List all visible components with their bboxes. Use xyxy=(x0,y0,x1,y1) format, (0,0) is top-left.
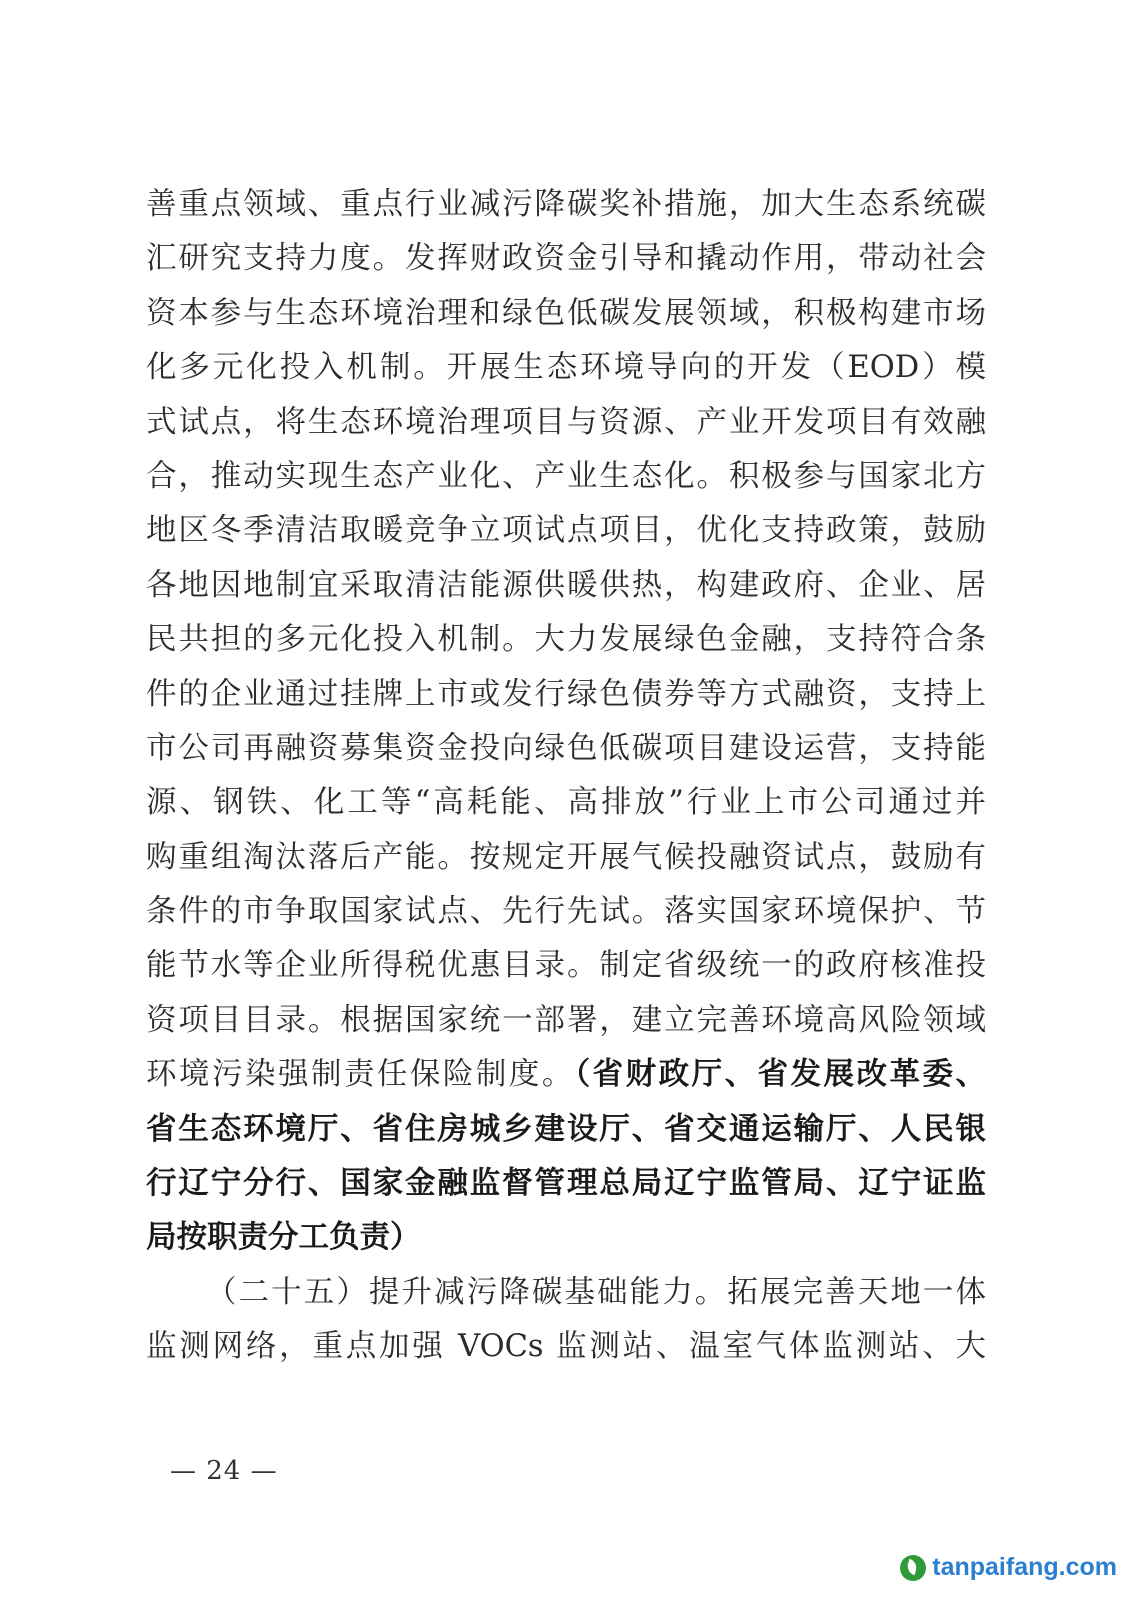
text-line xyxy=(146,1103,986,1157)
text-line-content: 善重点领域、重点行业减污降碳奖补措施，加大生态系统碳 xyxy=(146,187,986,222)
text-line-content: 源、钢铁、化工等“高耗能、高排放”行业上市公司通过并 xyxy=(146,785,986,821)
document-body xyxy=(146,178,986,1375)
text-line xyxy=(146,831,986,885)
text-line-content: 式试点，将生态环境治理项目与资源、产业开发项目有效融 xyxy=(146,404,986,440)
text-line-content: 行辽宁分行、国家金融监督管理总局辽宁监管局、辽宁证监 xyxy=(146,1166,986,1202)
text-line-content: 省生态环境厅、省住房城乡建设厅、省交通运输厅、人民银 xyxy=(146,1111,986,1147)
text-line-content: 条件的市争取国家试点、先行先试。落实国家环境保护、节 xyxy=(146,894,986,930)
text-line-content: 地区冬季清洁取暖竞争立项试点项目，优化支持政策，鼓励 xyxy=(146,513,986,549)
text-line-content: 局按职责分工负责） xyxy=(146,1220,421,1256)
text-line xyxy=(146,939,986,993)
text-line-content: （二十五）提升减污降碳基础能力。拓展完善天地一体 xyxy=(206,1274,986,1310)
text-line-content: 资本参与生态环境治理和绿色低碳发展领域，积极构建市场 xyxy=(146,295,986,331)
text-line-content: 监测网络，重点加强 VOCs 监测站、温室气体监测站、大 xyxy=(146,1329,986,1365)
text-line xyxy=(146,885,986,939)
text-line-content: 资项目目录。根据国家统一部署，建立完善环境高风险领域 xyxy=(146,1002,986,1038)
responsible-departments: （省财政厅、省发展改革委、 xyxy=(574,1057,987,1093)
text-line-content: 合，推动实现生态产业化、产业生态化。积极参与国家北方 xyxy=(146,458,986,494)
watermark-text: tanpaifang.com xyxy=(932,1553,1117,1581)
text-line xyxy=(146,776,986,830)
text-line-content: 环境污染强制责任保险制度。 xyxy=(146,1057,575,1093)
text-line xyxy=(146,1048,986,1102)
text-line xyxy=(146,613,986,667)
text-line-content: 能节水等企业所得税优惠目录。制定省级统一的政府核准投 xyxy=(146,948,986,984)
text-line xyxy=(146,341,986,395)
text-line-content: 汇研究支持力度。发挥财政资金引导和撬动作用，带动社会 xyxy=(146,241,986,277)
text-line xyxy=(146,450,986,504)
text-line xyxy=(146,1211,986,1265)
text-line xyxy=(146,1320,986,1374)
leaf-icon xyxy=(900,1555,926,1581)
text-line xyxy=(146,1157,986,1211)
text-line xyxy=(146,722,986,776)
text-line xyxy=(146,504,986,558)
text-line xyxy=(146,287,986,341)
text-line-content: 各地因地制宜采取清洁能源供暖供热，构建政府、企业、居 xyxy=(146,567,986,603)
text-line xyxy=(146,396,986,450)
text-line xyxy=(146,1266,986,1320)
text-line-content: 化多元化投入机制。开展生态环境导向的开发（EOD）模 xyxy=(146,350,986,386)
text-line-content: 民共担的多元化投入机制。大力发展绿色金融，支持符合条 xyxy=(146,622,986,658)
text-line-content: 件的企业通过挂牌上市或发行绿色债券等方式融资，支持上 xyxy=(146,676,986,712)
page-number: — 24 — xyxy=(170,1456,278,1486)
text-line xyxy=(146,668,986,722)
text-line xyxy=(146,232,986,286)
text-line xyxy=(146,994,986,1048)
watermark xyxy=(900,1553,1117,1582)
text-line xyxy=(146,559,986,613)
text-line-content: 市公司再融资募集资金投向绿色低碳项目建设运营，支持能 xyxy=(146,730,986,766)
text-line-content: 购重组淘汰落后产能。按规定开展气候投融资试点，鼓励有 xyxy=(146,839,986,875)
text-line xyxy=(146,178,986,232)
